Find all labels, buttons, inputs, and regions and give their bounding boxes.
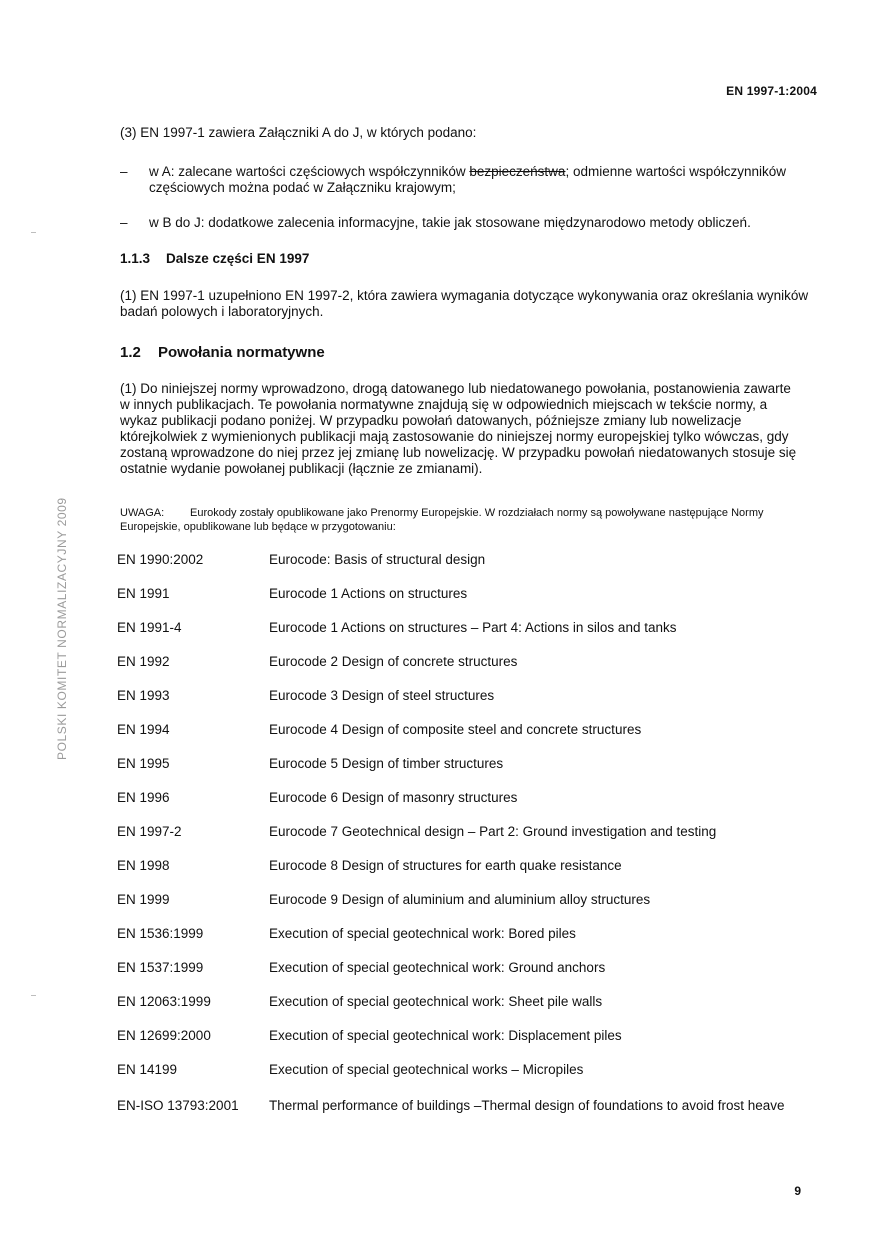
document-code: EN 1997-1:2004 [726, 84, 817, 98]
section-heading-1-2 [120, 344, 325, 361]
reference-code: EN 1994 [117, 722, 170, 737]
note-label: UWAGA: [120, 507, 165, 519]
reference-title: Eurocode: Basis of structural design [269, 552, 486, 567]
reference-title: Execution of special geotechnical work: Displacement piles [269, 1028, 622, 1043]
reference-title: Execution of special geotechnical work: Bored piles [269, 926, 576, 941]
reference-title: Eurocode 6 Design of masonry structures [269, 790, 518, 805]
reference-code: EN 1993 [117, 688, 170, 703]
reference-title: Execution of special geotechnical work: Sheet pile walls [269, 994, 603, 1009]
margin-tick [31, 995, 36, 996]
reference-code: EN 1536:1999 [117, 926, 204, 941]
reference-code: EN 1996 [117, 790, 170, 805]
reference-title: Eurocode 3 Design of steel structures [269, 688, 495, 703]
reference-title: Thermal performance of buildings –Thermal design of foundations to avoid frost heave [269, 1098, 785, 1113]
reference-code: EN 1990:2002 [117, 552, 204, 567]
bullet-dash: – [120, 164, 128, 179]
reference-code: EN-ISO 13793:2001 [117, 1098, 239, 1113]
reference-row [117, 1098, 817, 1124]
intro-paragraph: (3) EN 1997-1 zawiera Załączniki A do J, w których podano: [120, 125, 477, 140]
section-1-1-3-paragraph: (1) EN 1997-1 uzupełniono EN 1997-2, która zawiera wymagania dotyczące wykonywania oraz określania wyników badań polowych i laboratoryjnych. [120, 288, 809, 319]
reference-title: Eurocode 7 Geotechnical design – Part 2: Ground investigation and testing [269, 824, 717, 839]
bullet-text [149, 164, 839, 196]
bullet-text: w B do J: dodatkowe zalecenia informacyjne, takie jak stosowane międzynarodowo metody obliczeń. [149, 215, 751, 230]
reference-code: EN 1537:1999 [117, 960, 204, 975]
reference-title: Eurocode 8 Design of structures for earth quake resistance [269, 858, 622, 873]
bullet-dash: – [120, 215, 128, 230]
reference-code: EN 12699:2000 [117, 1028, 211, 1043]
struck-word: bezpieczeństwa [469, 164, 566, 179]
reference-code: EN 12063:1999 [117, 994, 211, 1009]
margin-tick [31, 232, 36, 233]
section-title: Powołania normatywne [158, 344, 325, 361]
section-title: Dalsze części EN 1997 [166, 251, 310, 266]
reference-code: EN 1998 [117, 858, 170, 873]
section-1-2-paragraph: (1) Do niniejszej normy wprowadzono, drogą datowanego lub niedatowanego powołania, postanowienia zawarte w innych publikacjach. Te powołania normatywne znajdują się w odpowiednich miejscach w tekście normy, a wykaz publikacji podano poniżej. W przypadku powołań datowanych, późniejsze zmiany lub nowelizacje którejkolwiek z wymienionych publikacji mają zastosowanie do niniejszej normy europejskiej tylko wówczas, gdy zostaną wprowadzone do niej przez jej zmianę lub nowelizację. W przypadku powołań niedatowanych stosuje się ostatnie wydanie powołanej publikacji (łącznie ze zmianami). [120, 381, 797, 476]
reference-title: Eurocode 1 Actions on structures [269, 586, 468, 601]
page-number: 9 [794, 1184, 801, 1198]
section-heading-1-1-3 [120, 251, 309, 266]
reference-code: EN 1999 [117, 892, 170, 907]
watermark: POLSKI KOMITET NORMALIZACYJNY 2009 [55, 497, 69, 760]
reference-code: EN 1991 [117, 586, 170, 601]
section-number: 1.2 [120, 344, 141, 361]
reference-code: EN 1997-2 [117, 824, 182, 839]
reference-title: Eurocode 9 Design of aluminium and aluminium alloy structures [269, 892, 651, 907]
reference-code: EN 14199 [117, 1062, 178, 1077]
reference-code: EN 1992 [117, 654, 170, 669]
reference-title: Execution of special geotechnical work: Ground anchors [269, 960, 606, 975]
bullet-text-part: w A: zalecane wartości częściowych współczynników [149, 164, 470, 179]
reference-code: EN 1991-4 [117, 620, 182, 635]
reference-title: Eurocode 2 Design of concrete structures [269, 654, 518, 669]
note-text: Eurokody zostały opublikowane jako Prenormy Europejskie. W rozdziałach normy są powoływane następujące Normy Europejskie, opublikowane lub będące w przygotowaniu: [120, 507, 764, 533]
reference-title: Execution of special geotechnical works – Micropiles [269, 1062, 584, 1077]
reference-code: EN 1995 [117, 756, 170, 771]
reference-title: Eurocode 1 Actions on structures – Part 4: Actions in silos and tanks [269, 620, 677, 635]
reference-title: Eurocode 4 Design of composite steel and concrete structures [269, 722, 642, 737]
reference-title: Eurocode 5 Design of timber structures [269, 756, 504, 771]
bullet-text-part: ; odmienne wartości współczynników częściowych można podać w Załączniku krajowym; [149, 164, 787, 195]
section-number: 1.1.3 [120, 251, 151, 266]
note [120, 506, 820, 534]
